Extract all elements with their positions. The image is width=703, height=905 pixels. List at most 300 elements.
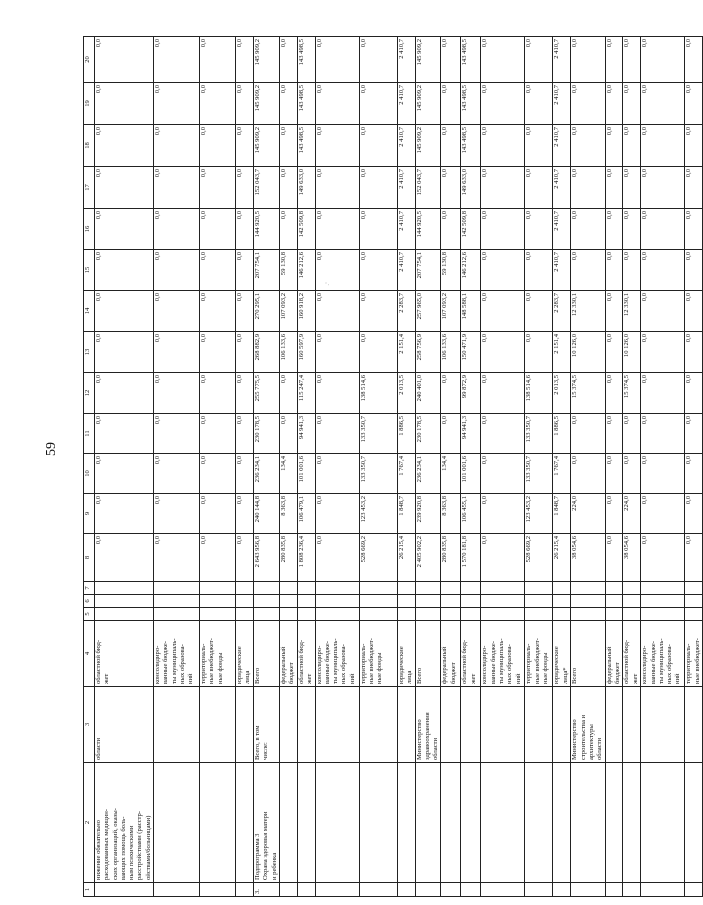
- label-cell: [297, 595, 315, 608]
- amount-cell: 280 835,8: [441, 534, 461, 582]
- label-cell: [685, 608, 703, 621]
- amount-cell: 107 093,2: [441, 291, 461, 332]
- amount-cell: 0,0: [315, 534, 359, 582]
- amount-cell: 0,0: [200, 414, 236, 454]
- amount-cell: 0,0: [525, 250, 553, 291]
- amount-cell: 0,0: [200, 125, 236, 167]
- amount-cell: 152 043,7: [254, 167, 280, 209]
- amount-cell: 0,0: [315, 414, 359, 454]
- label-cell: [461, 687, 481, 763]
- column-number-cell: 6: [84, 595, 95, 608]
- label-cell: юридические лица*: [553, 621, 571, 687]
- amount-cell: 0,0: [623, 83, 641, 125]
- amount-cell: 0,0: [525, 332, 553, 373]
- amount-cell: 1 886,5: [397, 414, 415, 454]
- label-cell: [441, 582, 461, 595]
- column-number-cell: 5: [84, 608, 95, 621]
- label-cell: Подпрограмма 3 Охрана здоровья матери и ребенка: [254, 763, 280, 883]
- label-cell: [571, 608, 605, 621]
- amount-cell: 160 597,9: [297, 332, 315, 373]
- label-cell: [397, 763, 415, 883]
- label-cell: [315, 687, 359, 763]
- label-cell: [441, 595, 461, 608]
- label-cell: [154, 595, 200, 608]
- amount-cell: 152 043,7: [415, 167, 441, 209]
- amount-cell: 0,0: [623, 414, 641, 454]
- amount-cell: 0,0: [236, 291, 254, 332]
- page-number: 59: [44, 442, 59, 456]
- label-cell: [236, 608, 254, 621]
- label-cell: [95, 595, 154, 608]
- amount-cell: 160 918,2: [297, 291, 315, 332]
- amount-cell: 106 133,6: [279, 332, 297, 373]
- amount-cell: 0,0: [359, 125, 397, 167]
- amount-cell: 133 350,7: [525, 414, 553, 454]
- column-number-cell: 18: [84, 125, 95, 167]
- table-row: [236, 37, 254, 897]
- amount-cell: 270 295,1: [254, 291, 280, 332]
- label-cell: [415, 582, 441, 595]
- table-row: [641, 37, 685, 897]
- amount-cell: 224,0: [571, 494, 605, 534]
- table-row: [441, 37, 461, 897]
- table-row: [315, 37, 359, 897]
- amount-cell: 8 363,8: [279, 494, 297, 534]
- amount-cell: 268 882,9: [254, 332, 280, 373]
- amount-cell: 0,0: [641, 167, 685, 209]
- amount-cell: 0,0: [236, 373, 254, 414]
- amount-cell: 0,0: [571, 454, 605, 494]
- amount-cell: 0,0: [481, 291, 525, 332]
- amount-cell: 0,0: [685, 494, 703, 534]
- label-cell: консолидиро- ванные бюдже- ты муниципаль- ных образова- ний: [641, 621, 685, 687]
- amount-cell: 146 212,6: [297, 250, 315, 291]
- amount-cell: 0,0: [685, 167, 703, 209]
- amount-cell: 134,4: [279, 454, 297, 494]
- amount-cell: 2 410,7: [553, 250, 571, 291]
- label-cell: [481, 687, 525, 763]
- amount-cell: 0,0: [481, 83, 525, 125]
- amount-cell: 0,0: [481, 494, 525, 534]
- amount-cell: 1 767,4: [553, 454, 571, 494]
- amount-cell: 0,0: [685, 83, 703, 125]
- amount-cell: 0,0: [200, 494, 236, 534]
- amount-cell: 2 410,7: [553, 125, 571, 167]
- amount-cell: 12 330,1: [623, 291, 641, 332]
- label-cell: территориаль- ные внебюджет- ные фонды: [200, 621, 236, 687]
- amount-cell: 0,0: [685, 209, 703, 250]
- label-cell: [441, 763, 461, 883]
- amount-cell: 0,0: [641, 332, 685, 373]
- label-cell: [685, 595, 703, 608]
- label-cell: юридические лица: [236, 621, 254, 687]
- label-cell: [525, 582, 553, 595]
- table-row: [359, 37, 397, 897]
- amount-cell: 26 215,4: [397, 534, 415, 582]
- amount-cell: 0,0: [605, 454, 623, 494]
- amount-cell: 0,0: [200, 250, 236, 291]
- label-cell: [641, 687, 685, 763]
- label-cell: [95, 582, 154, 595]
- amount-cell: 38 054,6: [571, 534, 605, 582]
- amount-cell: 133 350,7: [359, 414, 397, 454]
- label-cell: консолидиро- ванные бюдже- ты муниципаль- ных образова- ний: [154, 621, 200, 687]
- amount-cell: 0,0: [605, 414, 623, 454]
- label-cell: [95, 883, 154, 897]
- amount-cell: 0,0: [315, 373, 359, 414]
- column-number-cell: 4: [84, 621, 95, 687]
- amount-cell: 0,0: [154, 494, 200, 534]
- amount-cell: 143 498,5: [461, 83, 481, 125]
- amount-cell: 10 126,0: [571, 332, 605, 373]
- amount-cell: 257 965,0: [415, 291, 441, 332]
- label-cell: [154, 763, 200, 883]
- label-cell: [315, 608, 359, 621]
- label-cell: [685, 582, 703, 595]
- amount-cell: 0,0: [95, 167, 154, 209]
- label-cell: Всего, в том числе:: [254, 687, 280, 763]
- label-cell: [525, 608, 553, 621]
- amount-cell: 0,0: [685, 125, 703, 167]
- label-cell: [525, 763, 553, 883]
- amount-cell: 107 093,2: [279, 291, 297, 332]
- label-cell: [359, 595, 397, 608]
- amount-cell: 0,0: [641, 83, 685, 125]
- label-cell: юридические лица: [397, 621, 415, 687]
- amount-cell: 123 453,2: [525, 494, 553, 534]
- amount-cell: 94 941,3: [461, 414, 481, 454]
- amount-cell: 143 498,5: [297, 37, 315, 83]
- amount-cell: 2 013,5: [397, 373, 415, 414]
- amount-cell: 0,0: [279, 37, 297, 83]
- amount-cell: 0,0: [200, 291, 236, 332]
- amount-cell: 1 848,7: [397, 494, 415, 534]
- amount-cell: 0,0: [95, 454, 154, 494]
- label-cell: [297, 883, 315, 897]
- amount-cell: 0,0: [641, 209, 685, 250]
- label-cell: [200, 582, 236, 595]
- amount-cell: 59 130,8: [279, 250, 297, 291]
- amount-cell: 0,0: [359, 167, 397, 209]
- amount-cell: 0,0: [154, 167, 200, 209]
- amount-cell: 0,0: [236, 534, 254, 582]
- label-cell: [641, 595, 685, 608]
- label-cell: консолидиро- ванные бюдже- ты муниципаль- ных образова- ний: [315, 621, 359, 687]
- amount-cell: 0,0: [685, 37, 703, 83]
- label-cell: [315, 763, 359, 883]
- amount-cell: 94 941,3: [297, 414, 315, 454]
- label-cell: территориаль- ные внебюджет- ные фонды: [359, 621, 397, 687]
- amount-cell: 230 178,5: [415, 414, 441, 454]
- amount-cell: 0,0: [236, 250, 254, 291]
- amount-cell: 133 350,7: [359, 454, 397, 494]
- amount-cell: 133 350,7: [525, 454, 553, 494]
- amount-cell: 0,0: [154, 125, 200, 167]
- amount-cell: 0,0: [685, 291, 703, 332]
- amount-cell: 0,0: [571, 250, 605, 291]
- label-cell: территориаль- ные внебюджет- ные фонды: [525, 621, 553, 687]
- amount-cell: 0,0: [315, 37, 359, 83]
- budget-table: [83, 36, 703, 897]
- table-row: [481, 37, 525, 897]
- label-cell: [254, 595, 280, 608]
- amount-cell: 0,0: [315, 83, 359, 125]
- table-row: [525, 37, 553, 897]
- amount-cell: 145 909,2: [254, 125, 280, 167]
- amount-cell: 240 144,8: [254, 494, 280, 534]
- amount-cell: 0,0: [236, 494, 254, 534]
- amount-cell: 0,0: [481, 414, 525, 454]
- label-cell: [154, 883, 200, 897]
- amount-cell: 0,0: [481, 125, 525, 167]
- amount-cell: 0,0: [315, 167, 359, 209]
- amount-cell: 0,0: [154, 332, 200, 373]
- label-cell: [641, 582, 685, 595]
- label-cell: [200, 595, 236, 608]
- amount-cell: 0,0: [641, 373, 685, 414]
- amount-cell: 2 151,4: [553, 332, 571, 373]
- amount-cell: 0,0: [641, 37, 685, 83]
- amount-cell: 0,0: [605, 250, 623, 291]
- amount-cell: 1 848,7: [553, 494, 571, 534]
- amount-cell: 0,0: [481, 209, 525, 250]
- label-cell: Министерство строительства и архитектуры области: [571, 687, 605, 763]
- amount-cell: 0,0: [441, 373, 461, 414]
- table-row: [571, 37, 605, 897]
- amount-cell: 2 410,7: [397, 125, 415, 167]
- amount-cell: 145 909,2: [415, 83, 441, 125]
- amount-cell: 0,0: [685, 454, 703, 494]
- amount-cell: 0,0: [481, 37, 525, 83]
- amount-cell: 0,0: [359, 250, 397, 291]
- amount-cell: 224,0: [623, 494, 641, 534]
- amount-cell: 143 498,5: [297, 125, 315, 167]
- label-cell: [641, 608, 685, 621]
- amount-cell: 0,0: [95, 373, 154, 414]
- label-cell: [200, 883, 236, 897]
- amount-cell: 2 410,7: [397, 250, 415, 291]
- column-number-row: [84, 37, 95, 897]
- amount-cell: 15 374,5: [571, 373, 605, 414]
- column-number-cell: 19: [84, 83, 95, 125]
- amount-cell: 143 498,5: [461, 37, 481, 83]
- amount-cell: 0,0: [200, 373, 236, 414]
- amount-cell: 0,0: [685, 414, 703, 454]
- amount-cell: 2 410,7: [553, 83, 571, 125]
- label-cell: [315, 582, 359, 595]
- amount-cell: 0,0: [154, 373, 200, 414]
- label-cell: [553, 608, 571, 621]
- amount-cell: 0,0: [95, 332, 154, 373]
- amount-cell: 138 514,6: [359, 373, 397, 414]
- amount-cell: 0,0: [236, 37, 254, 83]
- amount-cell: 207 754,1: [415, 250, 441, 291]
- amount-cell: 15 374,5: [623, 373, 641, 414]
- label-cell: [236, 883, 254, 897]
- amount-cell: 0,0: [315, 332, 359, 373]
- amount-cell: 148 588,1: [461, 291, 481, 332]
- amount-cell: 0,0: [623, 250, 641, 291]
- table-row: [461, 37, 481, 897]
- amount-cell: 2 405 902,2: [415, 534, 441, 582]
- amount-cell: 144 920,5: [254, 209, 280, 250]
- label-cell: федеральный бюджет: [441, 621, 461, 687]
- amount-cell: 101 001,6: [461, 454, 481, 494]
- amount-cell: 0,0: [95, 494, 154, 534]
- amount-cell: 149 633,0: [297, 167, 315, 209]
- amount-cell: 2 283,7: [553, 291, 571, 332]
- label-cell: [553, 582, 571, 595]
- amount-cell: 0,0: [481, 534, 525, 582]
- amount-cell: 1 767,4: [397, 454, 415, 494]
- amount-cell: 0,0: [605, 125, 623, 167]
- amount-cell: 0,0: [605, 373, 623, 414]
- amount-cell: 0,0: [441, 167, 461, 209]
- amount-cell: 0,0: [154, 291, 200, 332]
- amount-cell: 142 509,8: [297, 209, 315, 250]
- amount-cell: 258 756,9: [415, 332, 441, 373]
- label-cell: областной бюд- жет: [297, 621, 315, 687]
- label-cell: [297, 582, 315, 595]
- amount-cell: 0,0: [95, 414, 154, 454]
- amount-cell: 0,0: [481, 454, 525, 494]
- amount-cell: 0,0: [481, 167, 525, 209]
- column-number-cell: 20: [84, 37, 95, 83]
- amount-cell: 0,0: [236, 414, 254, 454]
- table-row: [623, 37, 641, 897]
- amount-cell: 0,0: [236, 83, 254, 125]
- label-cell: [415, 763, 441, 883]
- label-cell: [623, 608, 641, 621]
- label-cell: [359, 582, 397, 595]
- label-cell: [605, 582, 623, 595]
- amount-cell: 0,0: [605, 332, 623, 373]
- amount-cell: 106 479,1: [297, 494, 315, 534]
- amount-cell: 0,0: [154, 534, 200, 582]
- amount-cell: 0,0: [95, 37, 154, 83]
- label-cell: [553, 595, 571, 608]
- label-cell: [571, 595, 605, 608]
- amount-cell: 528 669,2: [359, 534, 397, 582]
- amount-cell: 0,0: [95, 534, 154, 582]
- amount-cell: 0,0: [441, 125, 461, 167]
- amount-cell: 230 178,5: [254, 414, 280, 454]
- amount-cell: 2 013,5: [553, 373, 571, 414]
- label-cell: [685, 883, 703, 897]
- column-number-cell: 8: [84, 534, 95, 582]
- amount-cell: 0,0: [200, 37, 236, 83]
- amount-cell: 2 410,7: [397, 83, 415, 125]
- amount-cell: 0,0: [605, 494, 623, 534]
- label-cell: [154, 687, 200, 763]
- amount-cell: 0,0: [525, 125, 553, 167]
- label-cell: [605, 595, 623, 608]
- amount-cell: 0,0: [641, 125, 685, 167]
- amount-cell: 1 808 236,4: [297, 534, 315, 582]
- label-cell: [461, 883, 481, 897]
- amount-cell: 0,0: [641, 250, 685, 291]
- amount-cell: 8 363,8: [441, 494, 461, 534]
- table-row: [279, 37, 297, 897]
- column-number-cell: 12: [84, 373, 95, 414]
- amount-cell: 0,0: [641, 534, 685, 582]
- amount-cell: 2 283,7: [397, 291, 415, 332]
- label-cell: [525, 687, 553, 763]
- label-cell: [481, 608, 525, 621]
- label-cell: [623, 763, 641, 883]
- label-cell: [236, 582, 254, 595]
- label-cell: Всего: [254, 621, 280, 687]
- table-row: [553, 37, 571, 897]
- amount-cell: 145 909,2: [254, 83, 280, 125]
- label-cell: [397, 687, 415, 763]
- label-cell: области: [95, 687, 154, 763]
- amount-cell: 0,0: [236, 209, 254, 250]
- label-cell: [685, 687, 703, 763]
- amount-cell: 0,0: [605, 534, 623, 582]
- amount-cell: 149 633,0: [461, 167, 481, 209]
- amount-cell: 0,0: [571, 125, 605, 167]
- amount-cell: 0,0: [571, 167, 605, 209]
- amount-cell: 0,0: [623, 209, 641, 250]
- label-cell: [297, 687, 315, 763]
- amount-cell: 0,0: [236, 332, 254, 373]
- label-cell: [297, 763, 315, 883]
- amount-cell: 0,0: [623, 125, 641, 167]
- amount-cell: 0,0: [154, 37, 200, 83]
- label-cell: [297, 608, 315, 621]
- amount-cell: 0,0: [641, 454, 685, 494]
- amount-cell: 2 410,7: [553, 37, 571, 83]
- label-cell: [359, 763, 397, 883]
- column-number-cell: 15: [84, 250, 95, 291]
- amount-cell: 0,0: [525, 291, 553, 332]
- amount-cell: 0,0: [315, 454, 359, 494]
- amount-cell: 0,0: [623, 167, 641, 209]
- label-cell: [397, 608, 415, 621]
- label-cell: [359, 883, 397, 897]
- label-cell: [254, 608, 280, 621]
- label-cell: [641, 883, 685, 897]
- label-cell: [415, 883, 441, 897]
- amount-cell: 0,0: [481, 332, 525, 373]
- amount-cell: 145 909,2: [415, 125, 441, 167]
- label-cell: [641, 763, 685, 883]
- label-cell: Всего: [571, 621, 605, 687]
- label-cell: [605, 883, 623, 897]
- amount-cell: 2 410,7: [553, 209, 571, 250]
- amount-cell: 0,0: [315, 494, 359, 534]
- label-cell: федеральный бюджет: [279, 621, 297, 687]
- amount-cell: 255 775,5: [254, 373, 280, 414]
- amount-cell: 0,0: [525, 37, 553, 83]
- label-cell: [236, 687, 254, 763]
- label-cell: [525, 883, 553, 897]
- label-cell: [279, 687, 297, 763]
- label-cell: [461, 763, 481, 883]
- amount-cell: 106 455,1: [461, 494, 481, 534]
- label-cell: [95, 608, 154, 621]
- amount-cell: 0,0: [236, 454, 254, 494]
- amount-cell: 2 643 956,8: [254, 534, 280, 582]
- amount-cell: 0,0: [200, 167, 236, 209]
- column-number-cell: 13: [84, 332, 95, 373]
- amount-cell: 0,0: [641, 414, 685, 454]
- label-cell: [415, 595, 441, 608]
- column-number-cell: 1: [84, 883, 95, 897]
- amount-cell: 528 669,2: [525, 534, 553, 582]
- amount-cell: 0,0: [525, 167, 553, 209]
